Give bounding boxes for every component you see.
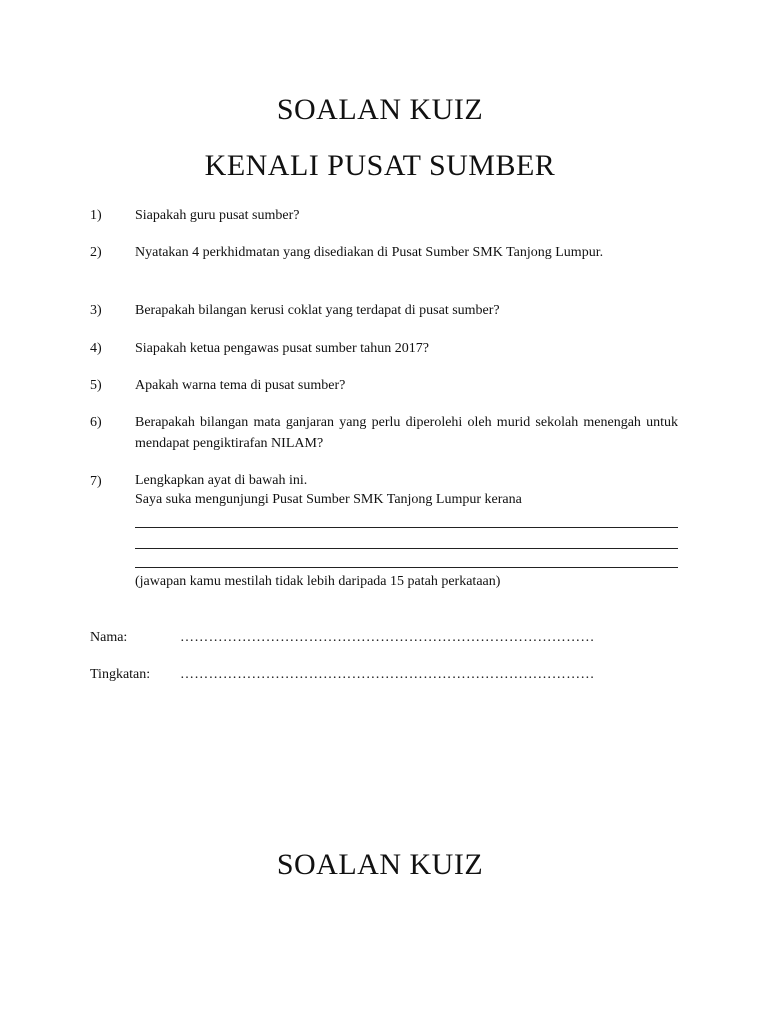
answer-line (135, 527, 678, 528)
question-text: Siapakah guru pusat sumber? (135, 208, 300, 223)
quiz-title: SOALAN KUIZ (276, 93, 484, 126)
question-item (90, 471, 678, 509)
class-blank: …………………………………………………………………………… (180, 667, 595, 682)
question-text: Apakah warna tema di pusat sumber? (135, 378, 346, 393)
question-item (90, 375, 678, 396)
question-item (90, 412, 678, 454)
quiz-title-repeat: SOALAN KUIZ (276, 848, 484, 881)
question-number: 2) (90, 245, 102, 260)
class-label: Tingkatan: (90, 667, 151, 682)
answer-line (135, 548, 678, 549)
question-number: 1) (90, 208, 102, 223)
answer-note: (jawapan kamu mestilah tidak lebih daripada 15 patah perkataan) (135, 574, 501, 589)
question-number: 5) (90, 378, 102, 393)
question-text: Berapakah bilangan kerusi coklat yang terdapat di pusat sumber? (135, 303, 500, 318)
question-number: 3) (90, 303, 102, 318)
question-text: Nyatakan 4 perkhidmatan yang disediakan di Pusat Sumber SMK Tanjong Lumpur. (135, 245, 604, 260)
question-item (90, 205, 678, 226)
question-item (90, 338, 678, 359)
question-number: 4) (90, 341, 102, 356)
quiz-subtitle: KENALI PUSAT SUMBER (204, 149, 556, 182)
question-number: 7) (90, 474, 102, 489)
question-text: Siapakah ketua pengawas pusat sumber tahun 2017? (135, 341, 429, 356)
question-item (90, 300, 678, 321)
question-item (90, 242, 678, 263)
question-sentence-prompt: Saya suka mengunjungi Pusat Sumber SMK Tanjong Lumpur kerana (135, 492, 522, 507)
answer-line (135, 567, 678, 568)
question-text (135, 471, 678, 509)
question-instruction: Lengkapkan ayat di bawah ini. (135, 473, 308, 488)
name-label: Nama: (90, 630, 128, 645)
name-blank: …………………………………………………………………………… (180, 630, 595, 645)
question-number: 6) (90, 415, 102, 430)
question-text: Berapakah bilangan mata ganjaran yang perlu diperolehi oleh murid sekolah menengah untuk mendapat pengiktirafan NILAM? (135, 415, 678, 451)
